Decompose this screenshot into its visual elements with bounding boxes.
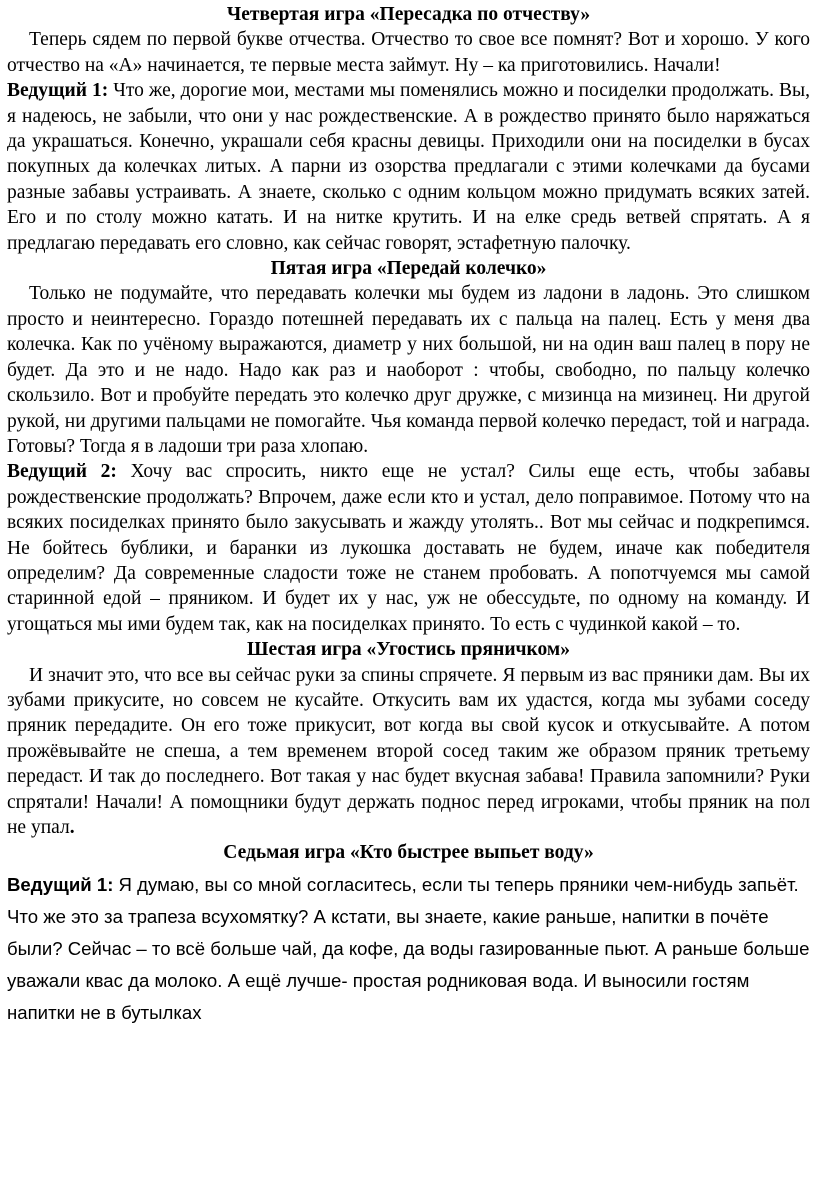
sans-block — [7, 869, 810, 1029]
paragraph-host-1-drinks — [7, 869, 810, 1029]
paragraph-game-5-intro — [7, 281, 810, 459]
speaker-label: Ведущий 2: — [7, 461, 117, 483]
section-title-game-5: Пятая игра «Передай колечко» — [270, 258, 547, 280]
paragraph-text: Теперь сядем по первой букве отчества. Отчество то свое все помнят? Вот и хорошо. У кого отчество на «А» начинается, те первые места займут. Ну – ка приготовились. Начали! — [7, 29, 810, 76]
paragraph-text: Что же, дорогие мои, местами мы поменялись можно и посиделки продолжать. Вы, я надеюсь, не забыли, что они у нас рождественские. А в рождество принято было наряжаться да украшаться. Конечно, украшали себя красны девицы. Приходили они на посиделки в бусах покупных да колечках литых. А парни из озорства предлагали с этими колечками да бусами разные забавы устраивать. А знаете, сколько с одним кольцом можно придумать всяких затей. Его и по столу можно катать. И на нитке крутить. И на елке средь ветвей спрятать. А я предлагаю передавать его словно, как сейчас говорят, эстафетную палочку. — [7, 80, 810, 254]
paragraph-tail: . — [69, 817, 75, 838]
paragraph-game-4-intro — [7, 27, 810, 78]
paragraph-text: Только не подумайте, что передавать колечки мы будем из ладони в ладонь. Это слишком просто и неинтересно. Гораздо потешней передавать их с пальца на палец. Есть у меня два колечка. Как по учёному выражаются, диаметр у них большой, ни на один ваш палец в пору не будет. Да это и не надо. Надо как раз и наоборот : чтобы, свободно, по пальцу колечко скользило. Вот и пробуйте передать это колечко друг дружке, с мизинца на мизинец. Ни другой рукой, ни другими пальцами не помогайте. Чья команда первой колечко передаст, той и награда. Готовы? Тогда я в ладоши три раза хлопаю. — [7, 283, 810, 457]
paragraph-text: И значит это, что все вы сейчас руки за спины спрячете. Я первым из вас пряники дам. Вы их зубами прикусите, но совсем не кусайте. Откусить вам их удастся, когда мы зубами соседу пряник передадите. Он его тоже прикусит, вот когда вы свой кусок и откусывайте. А потом прожёвывайте не спеша, а тем временем второй сосед таким же образом пряник третьему передаст. И так до последнего. Вот такая у нас будет вкусная забава! Правила запомнили? Руки спрятали! Начали! А помощники будут держать поднос перед игроками, чтобы пряник на пол не упал — [7, 664, 810, 838]
text-column — [7, 2, 810, 1029]
paragraph-host-1 — [7, 78, 810, 256]
speaker-label: Ведущий 1: — [7, 873, 114, 895]
section-title-game-4: Четвертая игра «Пересадка по отчеству» — [226, 4, 591, 25]
section-title-game-6: Шестая игра «Угостись пряничком» — [247, 639, 570, 661]
paragraph-host-2 — [7, 459, 810, 637]
paragraph-text: Я думаю, вы со мной согласитесь, если ты теперь пряники чем-нибудь запьёт. Что же это за трапеза всухомятку? А кстати, вы знаете, какие раньше, напитки в почёте были? Сейчас – то всё больше чай, да кофе, да воды газированные пьют. А раньше больше уважали квас да молоко. А ещё лучше- простая родниковая вода. И выносили гостям напитки не в бутылках — [7, 873, 810, 1023]
section-title-game-7: Седьмая игра «Кто быстрее выпьет воду» — [223, 842, 594, 864]
paragraph-text: Хочу вас спросить, никто еще не устал? Силы еще есть, чтобы забавы рождественские продолжать? Впрочем, даже если кто и устал, дело поправимое. Потому что на всяких посиделках принято было закусывать и жажду утолять.. Вот мы сейчас и подкрепимся. Не бойтесь бублики, и баранки из лукошка доставать не будем, иначе как победителя определим? Да современные сладости тоже не станем пробовать. А попотчуемся мы самой старинной едой – пряником. И будет их у нас, уж не обессудьте, по одному на команду. И угощаться мы ими будем так, как на посиделках принято. То есть с чудинкой какой – то. — [7, 461, 810, 635]
speaker-label: Ведущий 1: — [7, 80, 109, 102]
paragraph-game-6-intro — [7, 663, 810, 841]
